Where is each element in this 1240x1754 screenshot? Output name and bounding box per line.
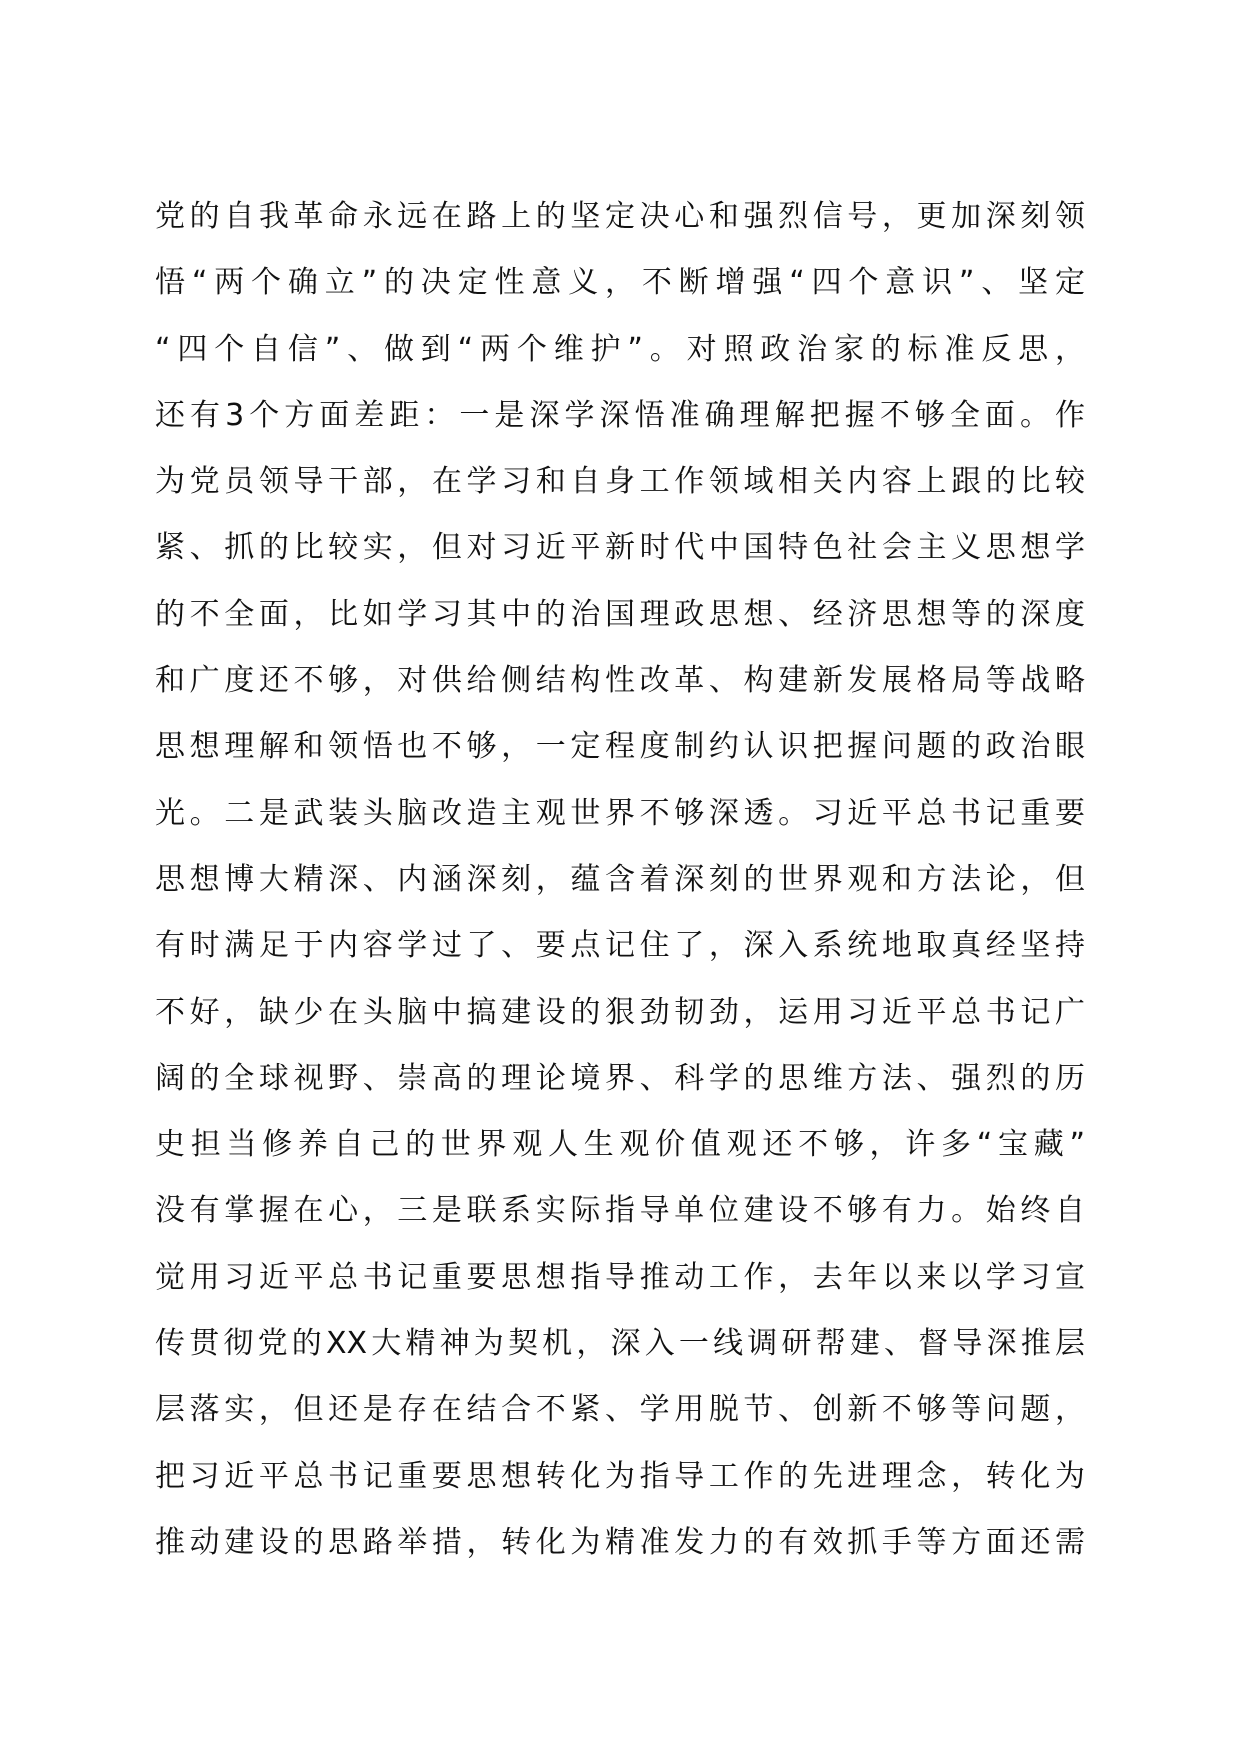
text-line: 还有3个方面差距：一是深学深悟准确理解把握不够全面。作 [155, 397, 1085, 433]
text-line: 没有掌握在心，三是联系实际指导单位建设不够有力。始终自 [155, 1193, 1085, 1229]
text-line: 思想理解和领悟也不够，一定程度制约认识把握问题的政治眼 [155, 729, 1085, 765]
text-line: “四个自信”、做到“两个维护”。对照政治家的标准反思， [155, 331, 1085, 367]
text-line: 传贯彻党的XX大精神为契机，深入一线调研帮建、督导深推层 [155, 1326, 1085, 1362]
text-line: 把习近平总书记重要思想转化为指导工作的先进理念，转化为 [155, 1458, 1085, 1494]
text-line: 阔的全球视野、崇高的理论境界、科学的思维方法、强烈的历 [155, 1060, 1085, 1096]
text-line: 紧、抓的比较实，但对习近平新时代中国特色社会主义思想学 [155, 530, 1085, 566]
text-line: 觉用习近平总书记重要思想指导推动工作，去年以来以学习宣 [155, 1259, 1085, 1295]
text-line: 悟“两个确立”的决定性意义，不断增强“四个意识”、坚定 [155, 265, 1085, 301]
text-line: 层落实，但还是存在结合不紧、学用脱节、创新不够等问题， [155, 1392, 1085, 1428]
text-line: 史担当修养自己的世界观人生观价值观还不够，许多“宝藏” [155, 1127, 1085, 1163]
text-line: 为党员领导干部，在学习和自身工作领域相关内容上跟的比较 [155, 464, 1085, 500]
text-line: 推动建设的思路举措，转化为精准发力的有效抓手等方面还需 [155, 1524, 1085, 1560]
text-line: 不好，缺少在头脑中搞建设的狠劲韧劲，运用习近平总书记广 [155, 994, 1085, 1030]
text-line: 光。二是武装头脑改造主观世界不够深透。习近平总书记重要 [155, 795, 1085, 831]
text-line: 的不全面，比如学习其中的治国理政思想、经济思想等的深度 [155, 596, 1085, 632]
body-text [155, 184, 1085, 1576]
text-line: 和广度还不够，对供给侧结构性改革、构建新发展格局等战略 [155, 663, 1085, 699]
text-line: 思想博大精深、内涵深刻，蕴含着深刻的世界观和方法论，但 [155, 861, 1085, 897]
text-line: 党的自我革命永远在路上的坚定决心和强烈信号，更加深刻领 [155, 199, 1085, 234]
text-line: 有时满足于内容学过了、要点记住了，深入系统地取真经坚持 [155, 928, 1085, 964]
